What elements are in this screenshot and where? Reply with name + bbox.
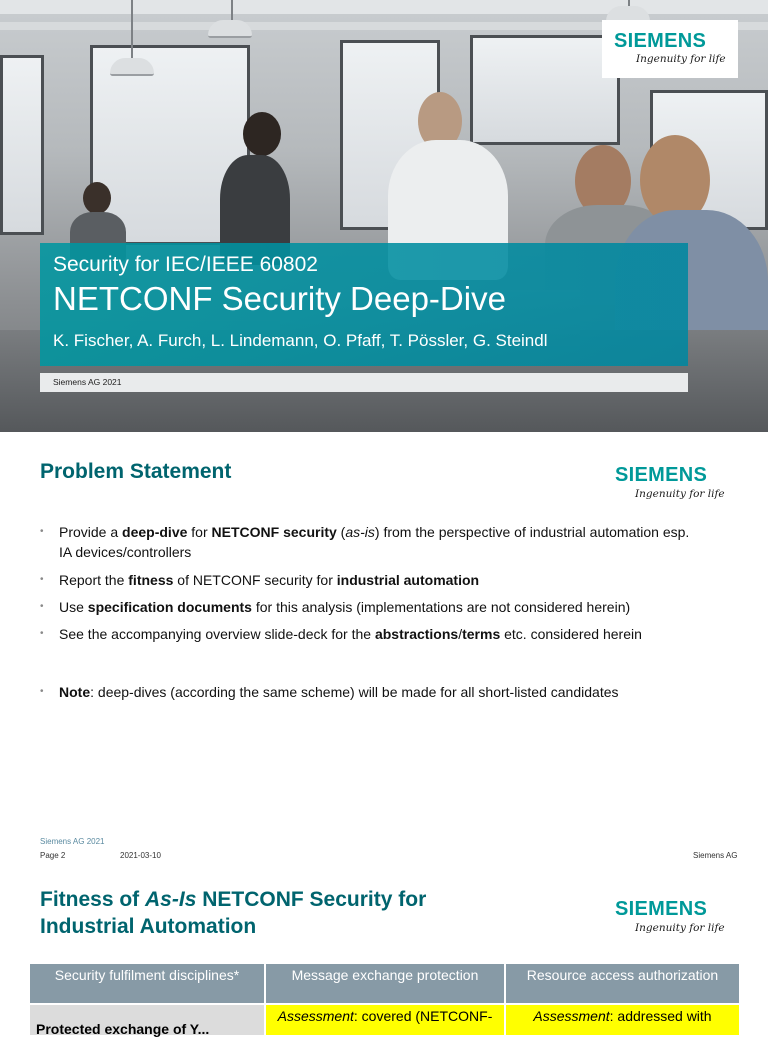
copyright-text: Siemens AG 2021 bbox=[53, 377, 122, 387]
bullet-item: • Provide a deep-dive for NETCONF security (as-is) from the perspective of industrial automation esp. IA devices/controllers bbox=[40, 522, 700, 562]
footer-company: Siemens AG bbox=[693, 851, 738, 860]
table-header-cell: Security fulfilment disciplines* bbox=[30, 964, 264, 1003]
fitness-slide bbox=[0, 864, 768, 1037]
table-header-cell: Resource access authorization bbox=[506, 964, 739, 1003]
slide-subtitle: Security for IEC/IEEE 60802 bbox=[53, 253, 318, 276]
problem-statement-slide bbox=[0, 432, 768, 864]
siemens-wordmark: SIEMENS bbox=[614, 30, 707, 52]
siemens-logo bbox=[615, 464, 725, 500]
footer-brand: Siemens AG 2021 bbox=[40, 837, 105, 846]
bullet-item: • See the accompanying overview slide-deck for the abstractions/terms etc. considered herein bbox=[40, 624, 700, 644]
table-cell: Assessment: addressed with bbox=[506, 1005, 739, 1035]
title-slide bbox=[0, 0, 768, 432]
table-cell: Protected exchange of Y... bbox=[30, 1005, 264, 1035]
authors: K. Fischer, A. Furch, L. Lindemann, O. Pfaff, T. Pössler, G. Steindl bbox=[53, 331, 548, 350]
siemens-logo bbox=[602, 20, 738, 78]
siemens-logo bbox=[615, 898, 725, 934]
siemens-tagline: Ingenuity for life bbox=[636, 53, 726, 65]
note-bullet: • Note: deep-dives (according the same scheme) will be made for all short-listed candidates bbox=[40, 682, 619, 702]
bullet-item: • Report the fitness of NETCONF security for industrial automation bbox=[40, 570, 700, 590]
siemens-wordmark: SIEMENS bbox=[615, 898, 708, 920]
table-cell: Assessment: covered (NETCONF- bbox=[266, 1005, 504, 1035]
slide-heading: Fitness of As-Is NETCONF Security for Industrial Automation bbox=[40, 888, 427, 938]
slide-title: NETCONF Security Deep-Dive bbox=[53, 280, 506, 317]
footer-page-number: Page 2 bbox=[40, 851, 66, 860]
slide-heading: Problem Statement bbox=[40, 460, 232, 483]
table-header-cell: Message exchange protection bbox=[266, 964, 504, 1003]
siemens-tagline: Ingenuity for life bbox=[635, 488, 725, 500]
siemens-wordmark: SIEMENS bbox=[615, 464, 708, 486]
siemens-tagline: Ingenuity for life bbox=[635, 922, 725, 934]
bullet-list bbox=[40, 522, 700, 644]
bullet-item: • Use specification documents for this analysis (implementations are not considered herein) bbox=[40, 597, 700, 617]
title-band bbox=[40, 243, 688, 366]
footer-date: 2021-03-10 bbox=[120, 851, 161, 860]
copyright-bar bbox=[40, 373, 688, 392]
